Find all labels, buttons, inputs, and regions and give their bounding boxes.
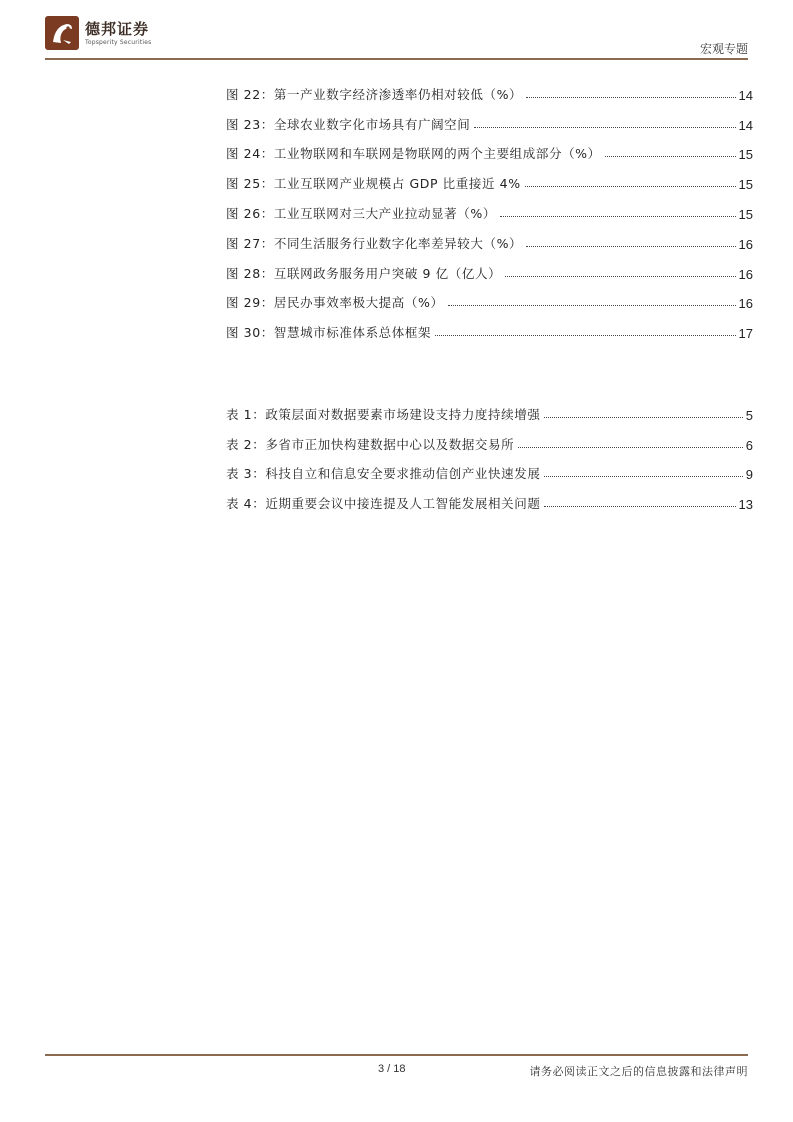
- toc-leader: [605, 156, 736, 157]
- toc-leader: [435, 335, 735, 336]
- page-header: [45, 12, 748, 62]
- page-number: 3 / 18: [378, 1063, 406, 1075]
- toc-leader: [526, 97, 735, 98]
- figure-index: [226, 73, 753, 341]
- toc-entry-page: 5: [745, 407, 753, 423]
- toc-entry[interactable]: [226, 222, 753, 252]
- toc-entry-page: 9: [745, 467, 753, 483]
- company-name-english: Topsperity Securities: [85, 39, 152, 46]
- header-divider: [45, 58, 748, 60]
- toc-leader: [525, 186, 736, 187]
- toc-entry-page: 14: [738, 87, 753, 103]
- company-logo-icon: [45, 16, 79, 50]
- footer-divider: [45, 1054, 748, 1056]
- toc-entry-page: 13: [738, 497, 753, 513]
- toc-entry-page: 14: [738, 117, 753, 133]
- toc-entry[interactable]: [226, 423, 753, 453]
- disclaimer-note: 请务必阅读正文之后的信息披露和法律声明: [529, 1065, 748, 1078]
- toc-entry-label: 图 29：居民办事效率极大提高（%）: [226, 295, 444, 311]
- toc-entry-label: 图 23：全球农业数字化市场具有广阔空间: [226, 116, 471, 132]
- toc-leader: [526, 246, 735, 247]
- toc-entry-label: 图 26：工业互联网对三大产业拉动显著（%）: [226, 205, 496, 221]
- toc-entry-page: 15: [738, 206, 753, 222]
- toc-entry[interactable]: [226, 482, 753, 512]
- toc-entry[interactable]: [226, 133, 753, 163]
- toc-entry[interactable]: [226, 162, 753, 192]
- toc-entry-page: 15: [738, 147, 753, 163]
- toc-entry[interactable]: [226, 282, 753, 312]
- toc-entry-page: 17: [738, 326, 753, 342]
- toc-leader: [448, 305, 736, 306]
- toc-entry-label: 表 1：政策层面对数据要素市场建设支持力度持续增强: [226, 406, 541, 422]
- toc-leader: [544, 476, 742, 477]
- toc-leader: [518, 447, 743, 448]
- toc-entry[interactable]: [226, 73, 753, 103]
- toc-entry[interactable]: [226, 192, 753, 222]
- toc-entry[interactable]: [226, 311, 753, 341]
- report-category: 宏观专题: [699, 42, 748, 56]
- toc-entry-page: 15: [738, 177, 753, 193]
- toc-entry-label: 图 25：工业互联网产业规模占 GDP 比重接近 4%: [226, 176, 521, 192]
- toc-entry-page: 16: [738, 266, 753, 282]
- toc-leader: [505, 276, 735, 277]
- toc-entry-label: 表 2：多省市正加快构建数据中心以及数据交易所: [226, 436, 515, 452]
- company-name: 德邦证券: [85, 20, 150, 38]
- toc-entry[interactable]: [226, 453, 753, 483]
- toc-entry-label: 表 3：科技自立和信息安全要求推动信创产业快速发展: [226, 466, 541, 482]
- toc-entry[interactable]: [226, 393, 753, 423]
- toc-leader: [544, 417, 742, 418]
- toc-entry-label: 图 30：智慧城市标准体系总体框架: [226, 325, 432, 341]
- table-index: [226, 393, 753, 512]
- toc-entry-label: 表 4：近期重要会议中接连提及人工智能发展相关问题: [226, 496, 541, 512]
- toc-leader: [500, 216, 736, 217]
- toc-entry-label: 图 22：第一产业数字经济渗透率仍相对较低（%）: [226, 86, 523, 102]
- toc-entry-page: 16: [738, 296, 753, 312]
- toc-leader: [544, 506, 735, 507]
- toc-leader: [474, 127, 735, 128]
- toc-entry-page: 16: [738, 236, 753, 252]
- toc-entry-label: 图 28：互联网政务服务用户突破 9 亿（亿人）: [226, 265, 502, 281]
- toc-entry[interactable]: [226, 252, 753, 282]
- toc-entry-page: 6: [745, 437, 753, 453]
- toc-entry-label: 图 24：工业物联网和车联网是物联网的两个主要组成部分（%）: [226, 146, 601, 162]
- toc-entry-label: 图 27：不同生活服务行业数字化率差异较大（%）: [226, 235, 523, 251]
- toc-entry[interactable]: [226, 103, 753, 133]
